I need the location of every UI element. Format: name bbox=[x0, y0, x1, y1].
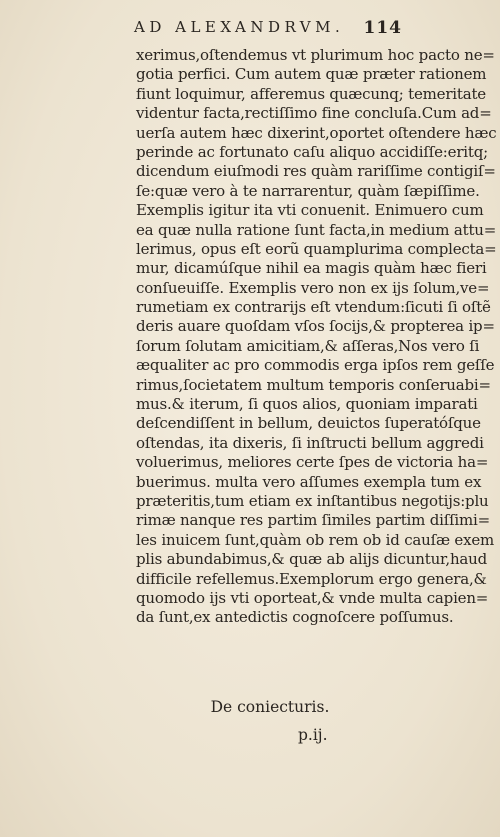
text-line: da ſunt,ex antedictis cognoſcere poſſumus. bbox=[136, 608, 454, 627]
text-line: ſe:quæ vero à te narrarentur, quàm ſæpiſſime. bbox=[136, 181, 480, 200]
text-line: ea quæ nulla ratione ſunt facta,in medium attu= bbox=[136, 220, 497, 239]
text-line: Exemplis igitur ita vti conuenit. Enimuero cum bbox=[136, 201, 484, 220]
text-line: quomodo ijs vti oporteat,& vnde multa capien= bbox=[136, 588, 489, 607]
text-line: præteritis,tum etiam ex inſtantibus negotijs:plu bbox=[136, 491, 489, 510]
text-line: rumetiam ex contrarijs eſt vtendum:ſicuti ſi oſtẽ bbox=[136, 298, 491, 317]
text-line: deris auare quoſdam vſos ſocijs,& propterea ip= bbox=[136, 317, 495, 336]
text-line: difficile refellemus.Exemplorum ergo genera,& bbox=[136, 569, 487, 588]
text-line: rimus,ſocietatem multum temporis conſeruabi= bbox=[136, 375, 491, 394]
text-line: perinde ac fortunato caſu aliquo accidiſſe:eritq; bbox=[136, 142, 488, 161]
text-line: rimæ nanque res partim ſimiles partim diſſimi= bbox=[136, 511, 491, 530]
signature-mark: p.ij. bbox=[298, 726, 328, 744]
text-line: dicendum eiuſmodi res quàm rariſſime contigiſ= bbox=[136, 162, 496, 181]
text-line: conſueuiſſe. Exemplis vero non ex ijs ſolum,ve= bbox=[136, 278, 490, 297]
section-heading: De coniecturis. bbox=[210, 698, 330, 716]
text-line: oſtendas, ita dixeris, ſi inſtructi bellum aggredi bbox=[136, 433, 484, 452]
text-line: mur, dicamúſque nihil ea magis quàm hæc fieri bbox=[136, 259, 487, 278]
text-line: deſcendiſſent in bellum, deuictos ſuperatóſque bbox=[136, 414, 481, 433]
text-line: uerſa autem hæc dixerint,oportet oſtendere hæc bbox=[136, 123, 497, 142]
text-line: voluerimus, meliores certe ſpes de victoria ha= bbox=[136, 453, 489, 472]
text-line: videntur facta,rectiſſimo fine concluſa.Cum ad= bbox=[136, 104, 492, 123]
text-line: xerimus,oſtendemus vt plurimum hoc pacto ne= bbox=[136, 46, 495, 64]
text-line: les inuicem ſunt,quàm ob rem ob id cauſæ exem bbox=[136, 530, 495, 549]
text-line: gotia perfici. Cum autem quæ præter rationem bbox=[136, 65, 487, 84]
text-line: ſorum ſolutam amicitiam,& aſſeras,Nos vero ſi bbox=[136, 336, 480, 355]
page-header bbox=[134, 18, 402, 40]
folio-number: 114 bbox=[363, 18, 402, 38]
running-head: AD ALEXANDRVM. bbox=[134, 18, 345, 36]
body-text bbox=[136, 46, 497, 628]
text-line: mus.& iterum, ſi quos alios, quoniam imparati bbox=[136, 395, 478, 414]
text-line: æqualiter ac pro commodis erga ipſos rem geſſe bbox=[136, 356, 495, 375]
text-line: buerimus. multa vero aſſumes exempla tum ex bbox=[136, 472, 482, 491]
text-line: plis abundabimus,& quæ ab alijs dicuntur,haud bbox=[136, 550, 488, 569]
text-line: fiunt loquimur, afferemus quæcunq; temeritate bbox=[136, 84, 486, 103]
text-line: lerimus, opus eſt eorũ quamplurima complecta= bbox=[136, 239, 497, 258]
